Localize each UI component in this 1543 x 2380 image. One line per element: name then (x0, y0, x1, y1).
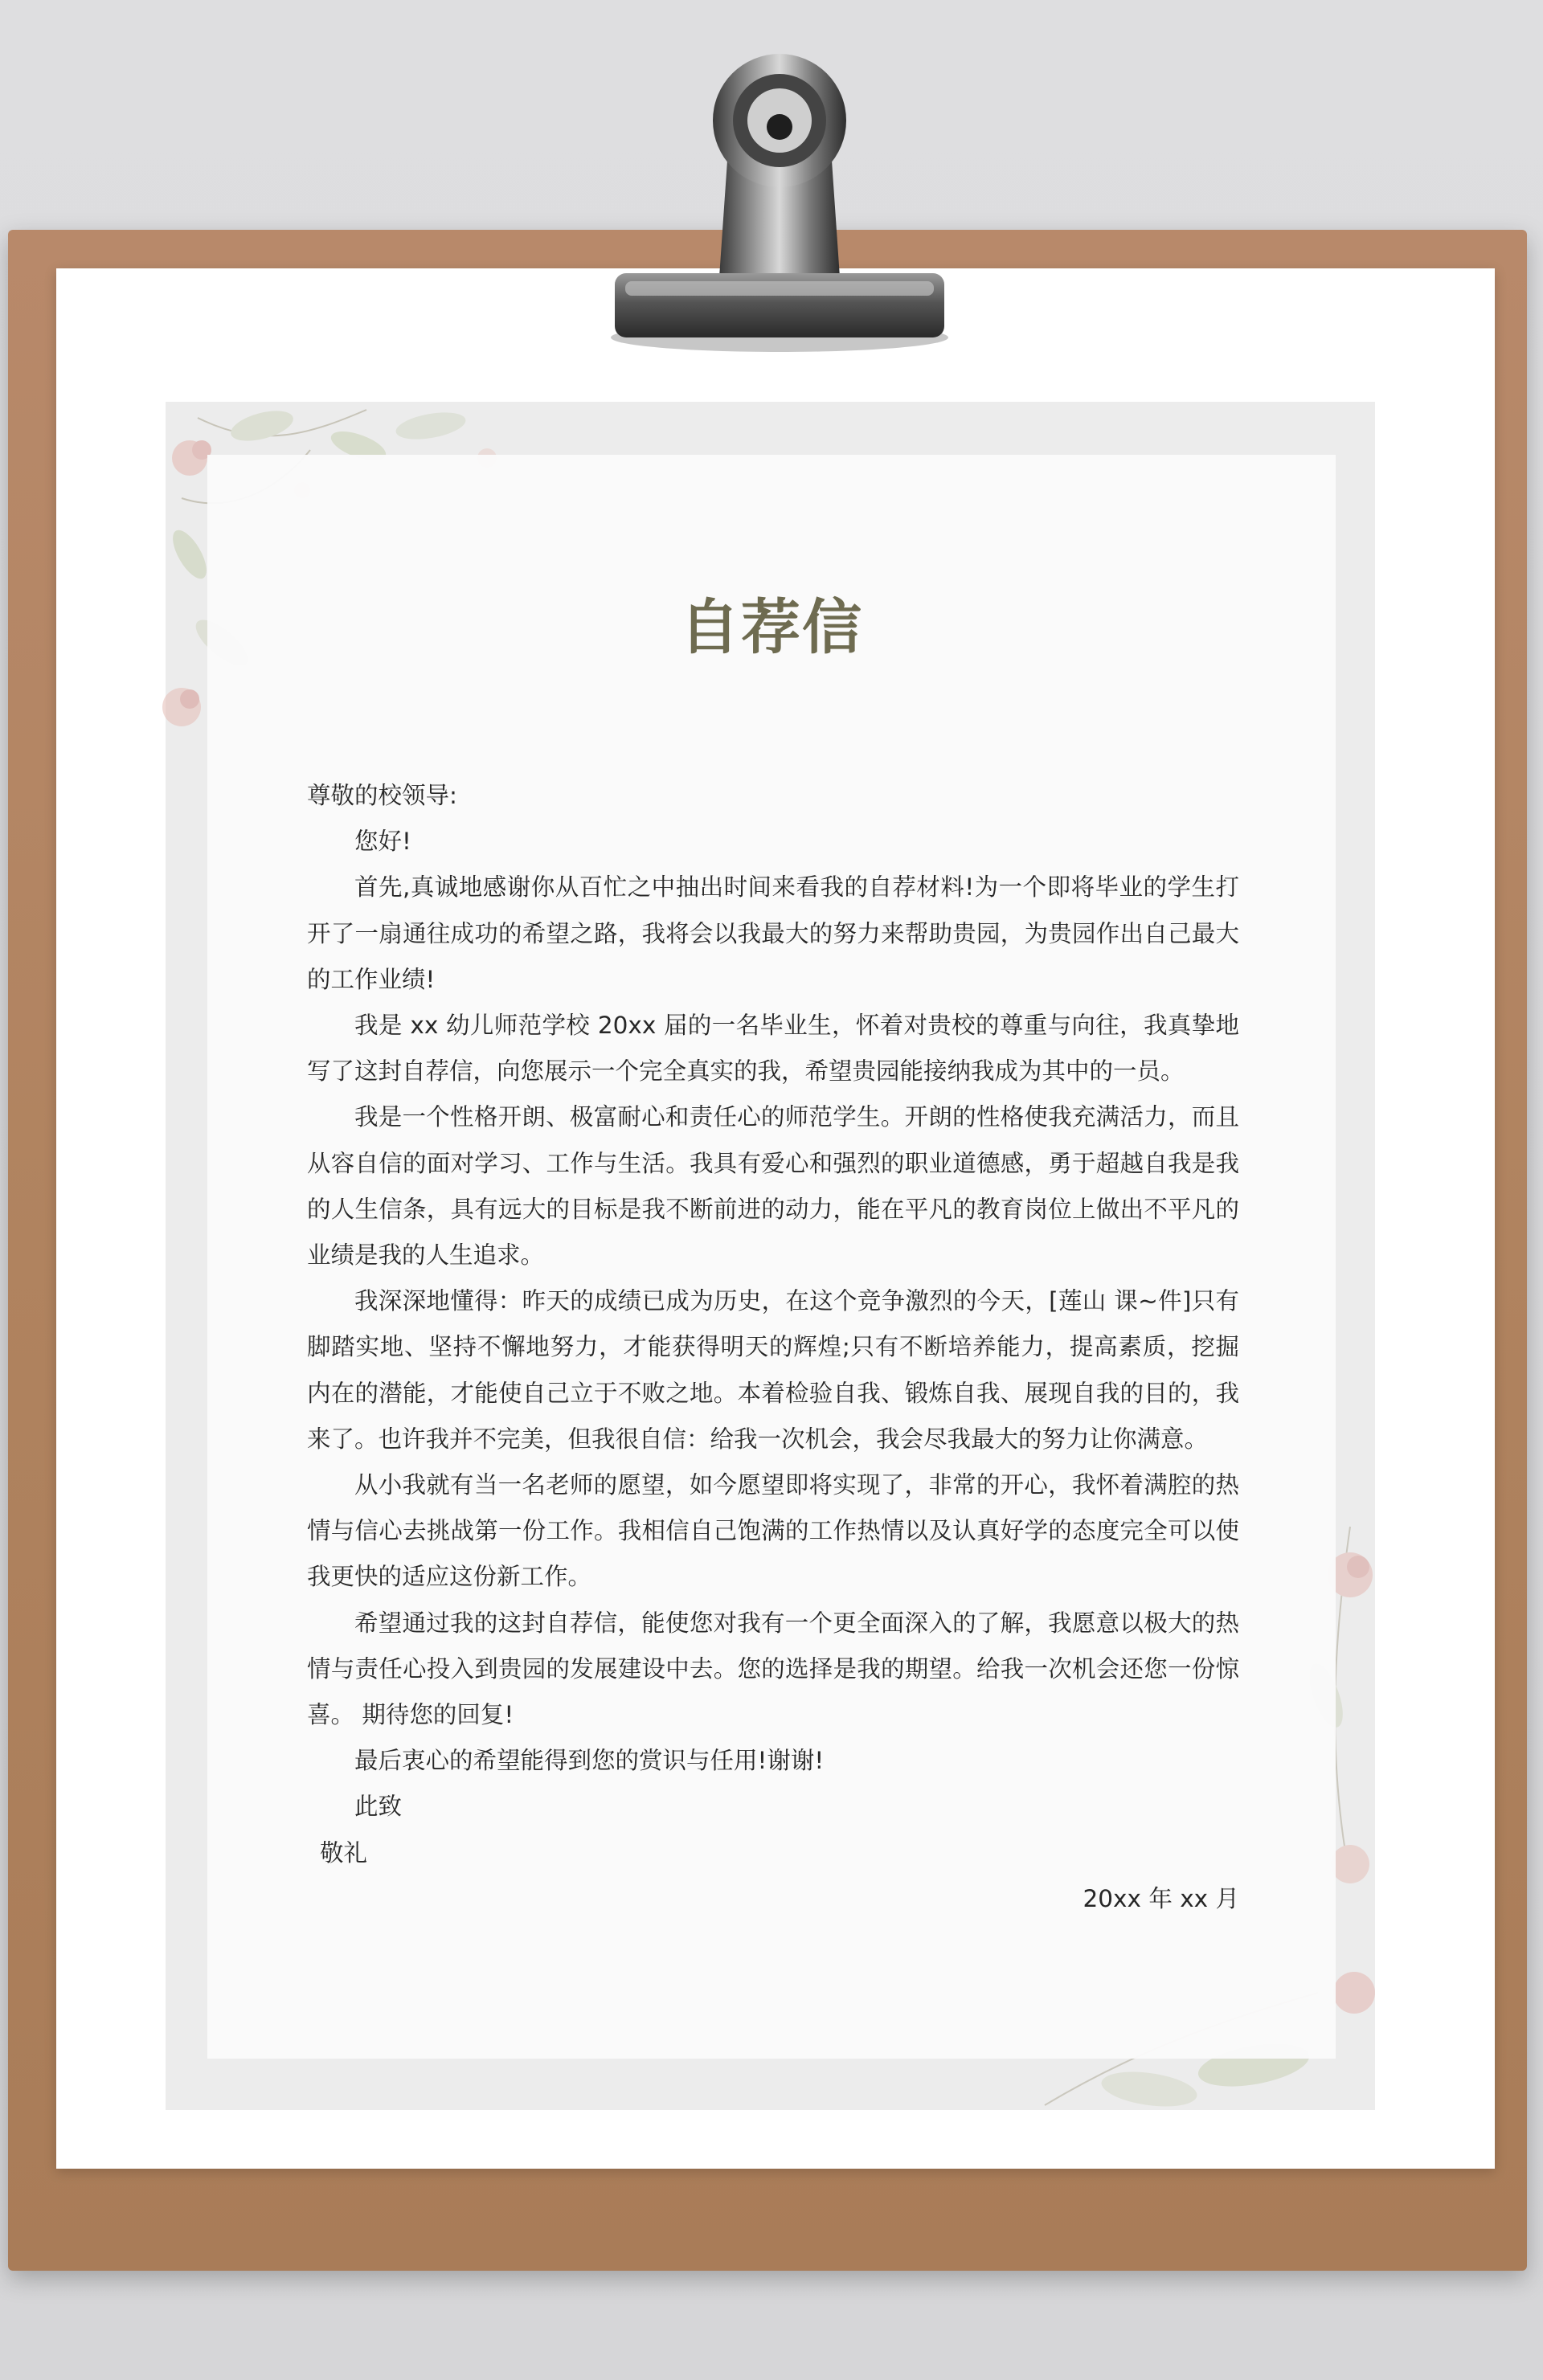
letter-body (307, 773, 1239, 1922)
paragraph: 首先,真诚地感谢你从百忙之中抽出时间来看我的自荐材料!为一个即将毕业的学生打开了一扇通往成功的希望之路，我将会以我最大的努力来帮助贵园，为贵园作出自己最大的工作业绩! (307, 873, 1239, 993)
paragraph: 从小我就有当一名老师的愿望，如今愿望即将实现了，非常的开心，我怀着满腔的热情与信心去挑战第一份工作。我相信自己饱满的工作热情以及认真好学的态度完全可以使我更快的适应这份新工作。 (307, 1471, 1239, 1591)
paragraph: 希望通过我的这封自荐信，能使您对我有一个更全面深入的了解，我愿意以极大的热情与责任心投入到贵园的发展建设中去。您的选择是我的期望。给我一次机会还您一份惊喜。 期待您的回复! (307, 1609, 1239, 1729)
paragraph: 我是一个性格开朗、极富耐心和责任心的师范学生。开朗的性格使我充满活力，而且从容自信的面对学习、工作与生活。我具有爱心和强烈的职业道德感，勇于超越自我是我的人生信条，具有远大的目标是我不断前进的动力，能在平凡的教育岗位上做出不平凡的业绩是我的人生追求。 (307, 1103, 1239, 1270)
date-line: 20xx 年 xx 月 (1083, 1884, 1239, 1912)
greeting: 尊敬的校领导: (307, 782, 457, 809)
paragraph: 最后衷心的希望能得到您的赏识与任用!谢谢! (354, 1747, 825, 1775)
binder-clip-icon (0, 0, 1543, 370)
hello-line: 您好! (354, 828, 411, 856)
page-title: 自荐信 (680, 593, 863, 662)
paragraph: 我是 xx 幼儿师范学校 20xx 届的一名毕业生，怀着对贵校的尊重与向往，我真挚地写了这封自荐信，向您展示一个完全真实的我，希望贵园能接纳我成为其中的一员。 (307, 1012, 1239, 1086)
paragraph: 我深深地懂得：昨天的成绩已成为历史，在这个竞争激烈的今天，[莲山 课~件]只有脚踏实地、坚持不懈地努力，才能获得明天的辉煌;只有不断培养能力，提高素质，挖掘内在的潜能，才能使自己立于不败之地。本着检验自我、锻炼自我、展现自我的目的，我来了。也许我并不完美，但我很自信：给我一次机会，我会尽我最大的努力让你满意。 (307, 1287, 1239, 1453)
closing-line: 此致 (354, 1793, 403, 1821)
salutation: 敬礼 (320, 1838, 368, 1867)
